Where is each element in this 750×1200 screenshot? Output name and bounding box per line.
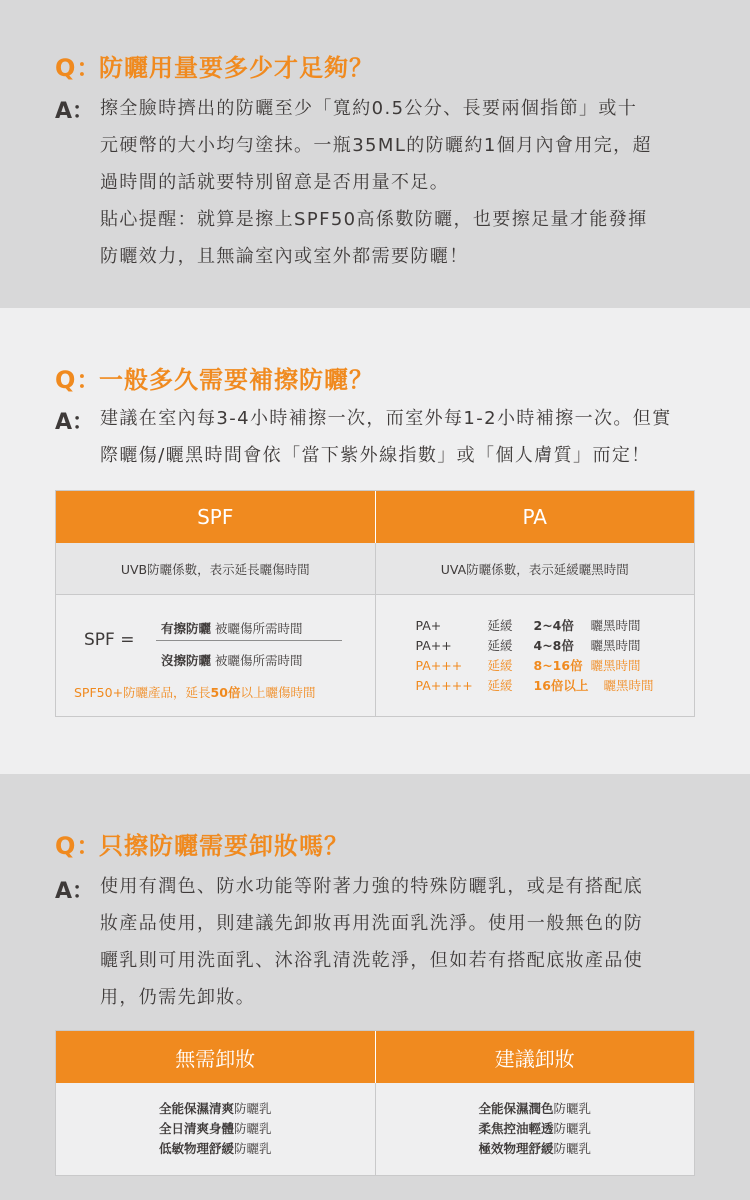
fraction-numerator: 有擦防曬 被曬傷所需時間 bbox=[161, 621, 303, 636]
list-item: 低敏物理舒緩防曬乳 bbox=[158, 1141, 272, 1156]
list-item: 全日清爽身體防曬乳 bbox=[158, 1121, 272, 1136]
table-header bbox=[56, 491, 694, 543]
removal-recommended-header: 建議卸妝 bbox=[375, 1031, 695, 1083]
pa-level-row: PA+++ 延緩 8~16倍 曬黑時間 bbox=[415, 657, 641, 673]
answer-line: 防曬效力，且無論室內或室外都需要防曬！ bbox=[100, 246, 469, 267]
answer-line: 元硬幣的大小均勻塗抹。一瓶35ML的防曬約1個月內會用完，超 bbox=[100, 135, 652, 156]
answer-text bbox=[100, 868, 700, 1016]
table-row bbox=[56, 595, 694, 716]
answer-line: 使用有潤色、防水功能等附著力強的特殊防曬乳，或是有搭配底 bbox=[100, 876, 644, 897]
q-mark: Q： bbox=[55, 54, 102, 82]
pa-levels-cell bbox=[375, 595, 695, 716]
answer-line: 曬乳則可用洗面乳、沐浴乳清洗乾淨，但如若有搭配底妝產品使 bbox=[100, 950, 644, 971]
no-removal-header: 無需卸妝 bbox=[175, 1046, 256, 1071]
q-mark: Q： bbox=[55, 832, 102, 860]
list-item: 全能保濕清爽防曬乳 bbox=[158, 1101, 272, 1116]
spf50-note: SPF50+防曬產品，延長50倍以上曬傷時間 bbox=[74, 685, 316, 700]
answer-line: 妝產品使用，則建議先卸妝再用洗面乳洗淨。使用一般無色的防 bbox=[100, 913, 644, 934]
question-text: 只擦防曬需要卸妝嗎？ bbox=[99, 832, 349, 860]
makeup-removal-table bbox=[55, 1030, 695, 1176]
question-heading bbox=[55, 826, 349, 861]
q-mark: Q： bbox=[55, 366, 102, 394]
pa-level-row: PA++ 延緩 4~8倍 曬黑時間 bbox=[415, 637, 641, 653]
question-heading bbox=[55, 48, 374, 83]
table-header bbox=[56, 1031, 694, 1083]
table-row bbox=[56, 543, 694, 595]
pa-header: PA bbox=[375, 491, 695, 543]
spf-formula-label: SPF = bbox=[84, 630, 135, 650]
question-heading bbox=[55, 360, 374, 395]
answer-line: 際曬傷/曬黑時間會依「當下紫外線指數」或「個人膚質」而定！ bbox=[100, 445, 651, 466]
a-mark: A： bbox=[55, 99, 95, 124]
fraction-divider bbox=[156, 640, 342, 641]
list-item: 全能保濕潤色防曬乳 bbox=[478, 1101, 592, 1116]
a-mark: A： bbox=[55, 410, 95, 435]
pa-level-list bbox=[416, 615, 654, 695]
pa-level-row: PA++++ 延緩 16倍以上 曬黑時間 bbox=[415, 677, 654, 693]
faq-section-makeup-removal bbox=[0, 774, 750, 1200]
list-item: 柔焦控油輕透防曬乳 bbox=[478, 1121, 592, 1136]
answer-line: 用，仍需先卸妝。 bbox=[100, 987, 256, 1008]
table-row bbox=[56, 1083, 694, 1175]
answer-line: 貼心提醒：就算是擦上SPF50高係數防曬，也要擦足量才能發揮 bbox=[100, 209, 648, 230]
question-text: 一般多久需要補擦防曬？ bbox=[99, 366, 374, 394]
removal-recommended-products bbox=[375, 1083, 695, 1175]
faq-section-reapply bbox=[0, 308, 750, 774]
answer-line: 過時間的話就要特別留意是否用量不足。 bbox=[100, 172, 450, 193]
list-item: 極效物理舒緩防曬乳 bbox=[478, 1141, 592, 1156]
question-text: 防曬用量要多少才足夠？ bbox=[99, 54, 374, 82]
faq-section-sunscreen-amount bbox=[0, 0, 750, 308]
answer-text bbox=[100, 90, 700, 275]
answer-text bbox=[100, 400, 700, 474]
spf-header: SPF bbox=[197, 505, 234, 529]
a-mark: A： bbox=[55, 879, 95, 904]
spf-pa-table bbox=[55, 490, 695, 717]
answer-line: 擦全臉時擠出的防曬至少「寬約0.5公分、長要兩個指節」或十 bbox=[100, 98, 638, 119]
fraction-denominator: 沒擦防曬 被曬傷所需時間 bbox=[161, 653, 303, 668]
spf-formula-cell bbox=[56, 595, 375, 716]
spf-description: UVB防曬係數，表示延長曬傷時間 bbox=[120, 561, 310, 577]
pa-level-row: PA+ 延緩 2~4倍 曬黑時間 bbox=[415, 617, 641, 633]
pa-description: UVA防曬係數，表示延緩曬黑時間 bbox=[375, 543, 695, 594]
no-removal-products bbox=[56, 1083, 375, 1175]
answer-line: 建議在室內每3-4小時補擦一次，而室外每1-2小時補擦一次。但實 bbox=[100, 408, 672, 429]
